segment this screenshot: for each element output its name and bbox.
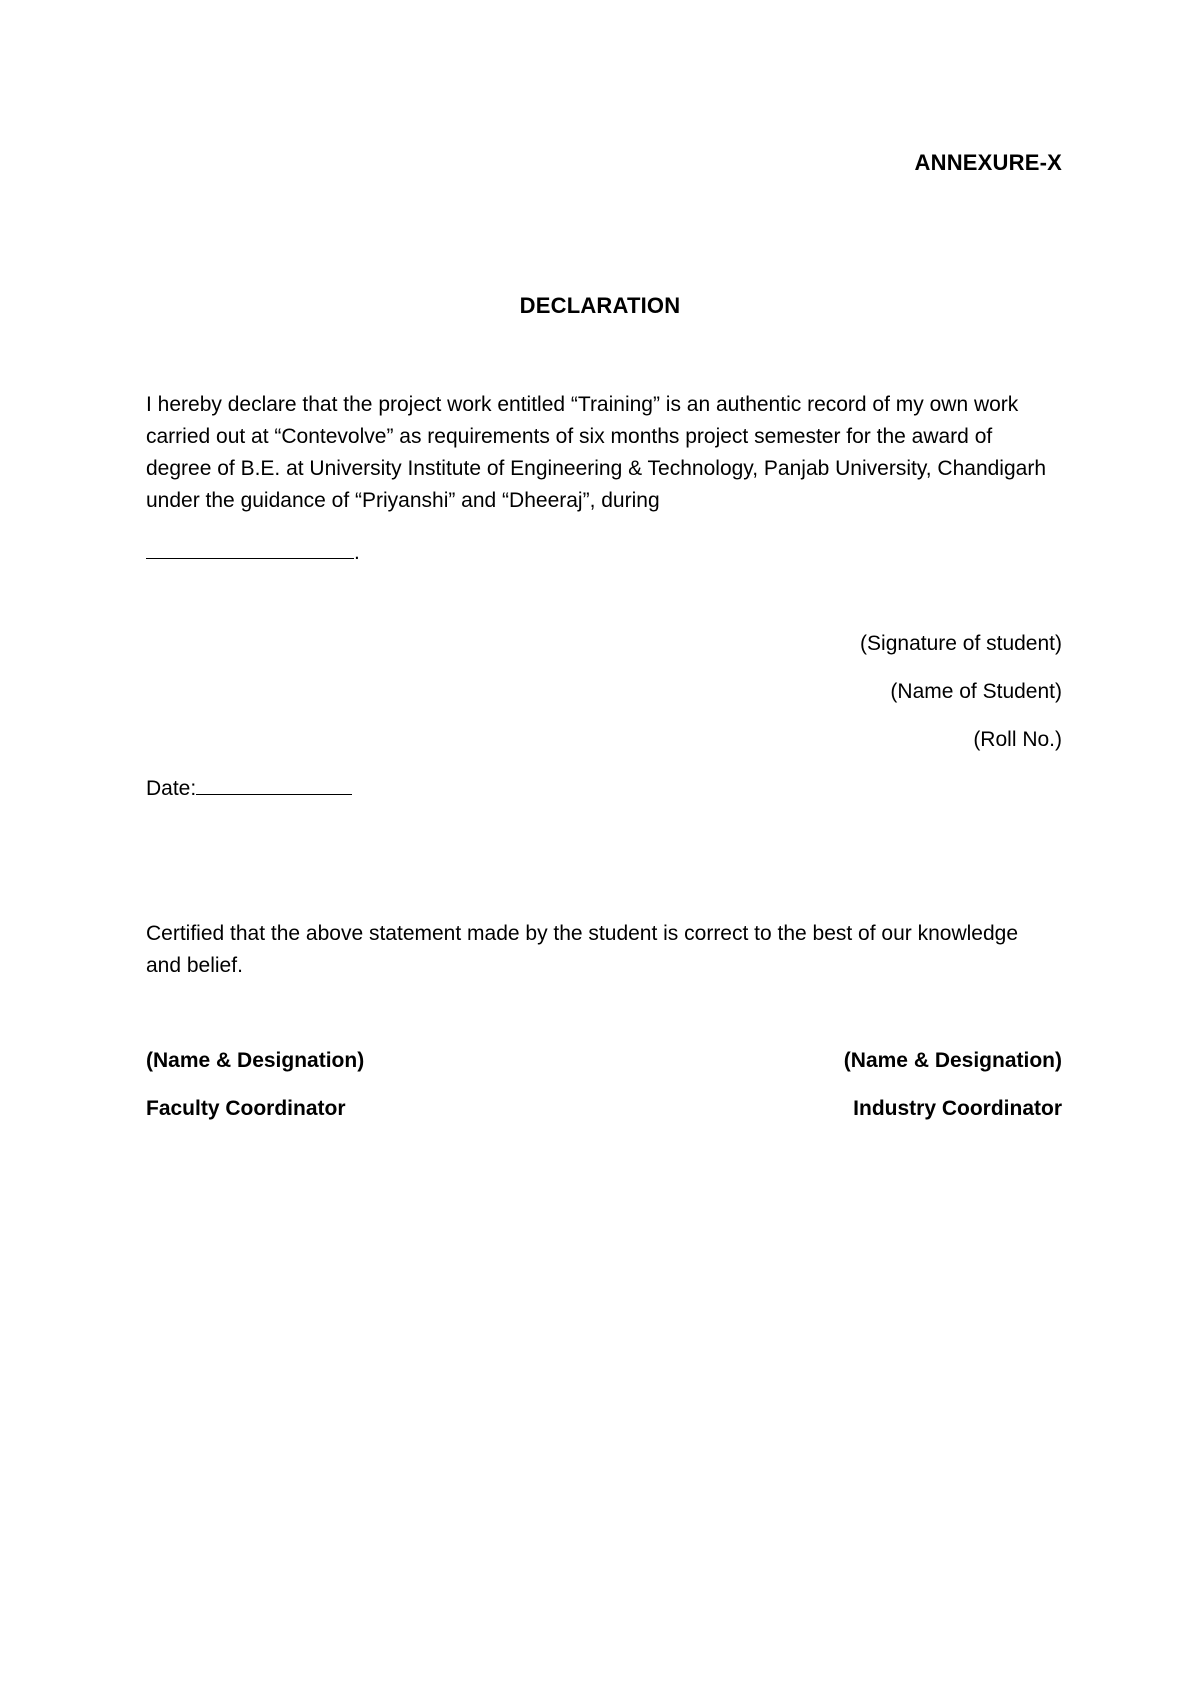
page-title: DECLARATION: [519, 293, 681, 318]
faculty-coordinator-label: Faculty Coordinator: [146, 1097, 346, 1120]
industry-coordinator-label: Industry Coordinator: [853, 1097, 1062, 1120]
during-blank-field[interactable]: [146, 536, 354, 559]
faculty-name-designation: (Name & Designation): [146, 1049, 365, 1072]
during-period: .: [354, 541, 360, 564]
during-line: [146, 536, 360, 569]
annexure-label: ANNEXURE-X: [914, 150, 1062, 175]
date-label: Date:: [146, 777, 197, 800]
roll-number: (Roll No.): [973, 728, 1062, 751]
declaration-paragraph: I hereby declare that the project work entitled “Training” is an authentic record of my own work carried out at “Contevolve” as requirements of six months project semester for the award of degree of B.E. at University Institute of Engineering & Technology, Panjab University, Chandigarh under the guidance of “Priyanshi” and “Dheeraj”, during: [146, 393, 1047, 512]
signature-of-student: (Signature of student): [860, 632, 1062, 655]
industry-name-designation: (Name & Designation): [843, 1049, 1062, 1072]
name-of-student: (Name of Student): [890, 680, 1062, 703]
date-blank-field[interactable]: [196, 772, 352, 795]
certification-paragraph: Certified that the above statement made by the student is correct to the best of our knowledge and belief.: [146, 922, 1019, 977]
date-line: [146, 772, 352, 805]
